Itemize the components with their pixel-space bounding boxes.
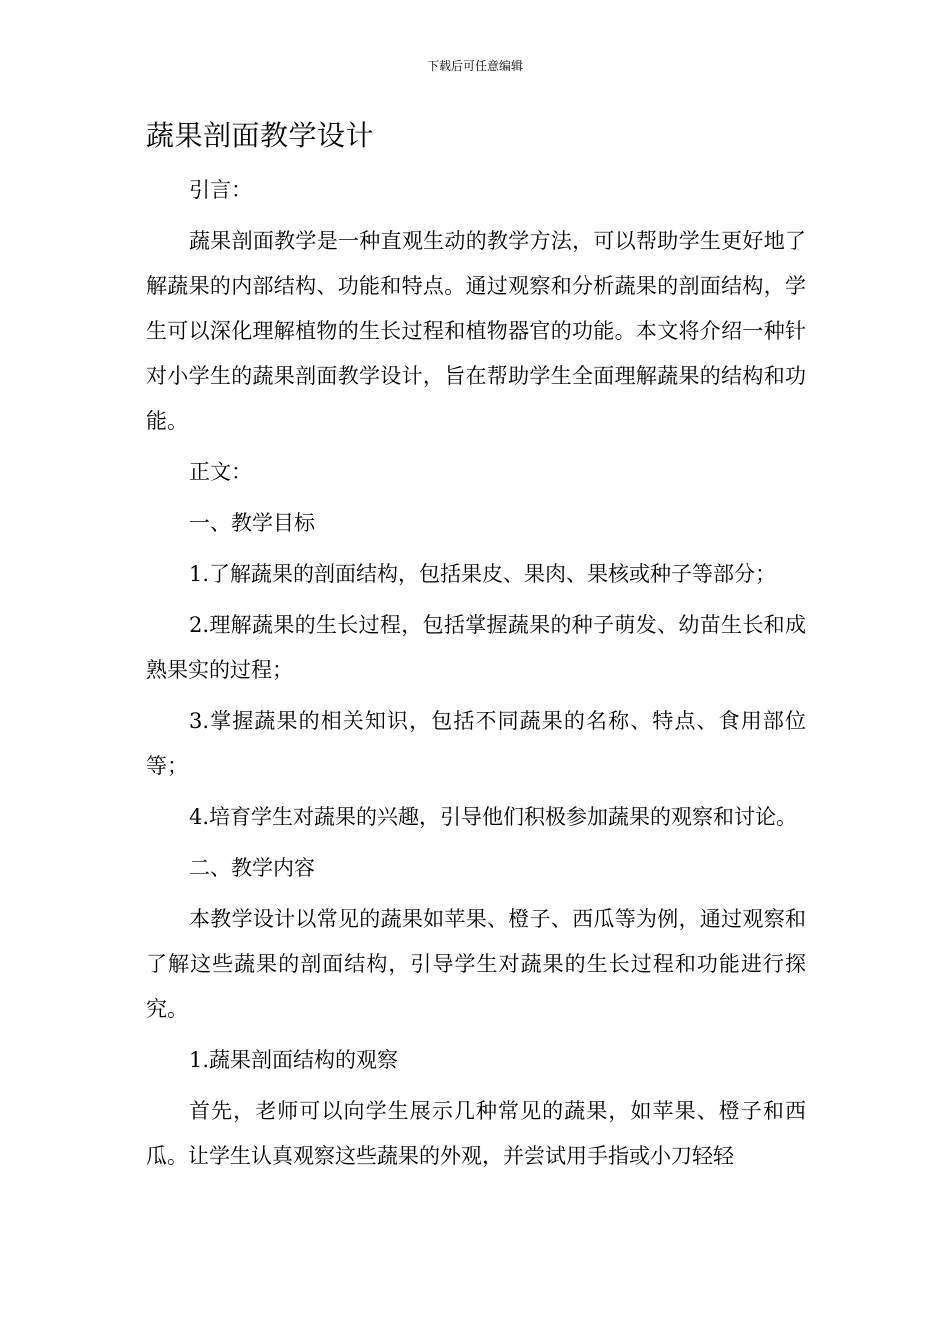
list-item-goal-3: 3.掌握蔬果的相关知识，包括不同蔬果的名称、特点、食用部位等； [146,709,806,778]
paragraph-body-heading: 正文： [189,460,252,484]
list-item-goal-1: 1.了解蔬果的剖面结构，包括果皮、果肉、果核或种子等部分； [189,562,777,586]
section-heading-goals: 一、教学目标 [189,511,315,535]
list-item-goal-2: 2.理解蔬果的生长过程，包括掌握蔬果的种子萌发、幼苗生长和成熟果实的过程； [146,613,806,682]
paragraph-intro: 蔬果剖面教学是一种直观生动的教学方法，可以帮助学生更好地了解蔬果的内部结构、功能和特点。通过观察和分析蔬果的剖面结构，学生可以深化理解植物的生长过程和植物器官的功能。本文将介绍一种针对小学生的蔬果剖面教学设计，旨在帮助学生全面理解蔬果的结构和功能。 [146,229,806,433]
header-note: 下载后可任意编辑 [426,59,523,73]
paragraph-intro-heading: 引言： [189,178,252,202]
section-heading-content: 二、教学内容 [189,856,315,880]
document-title: 蔬果剖面教学设计 [146,119,375,152]
list-item-goal-4: 4.培育学生对蔬果的兴趣，引导他们积极参加蔬果的观察和讨论。 [189,805,798,829]
paragraph-observation: 首先，老师可以向学生展示几种常见的蔬果，如苹果、橙子和西瓜。让学生认真观察这些蔬果的外观，并尝试用手指或小刀轻轻 [146,1099,806,1168]
document-body [146,168,806,1185]
paragraph-content: 本教学设计以常见的蔬果如苹果、橙子、西瓜等为例，通过观察和了解这些蔬果的剖面结构，引导学生对蔬果的生长过程和功能进行探究。 [146,907,806,1021]
subsection-heading-observation: 1.蔬果剖面结构的观察 [189,1048,399,1072]
